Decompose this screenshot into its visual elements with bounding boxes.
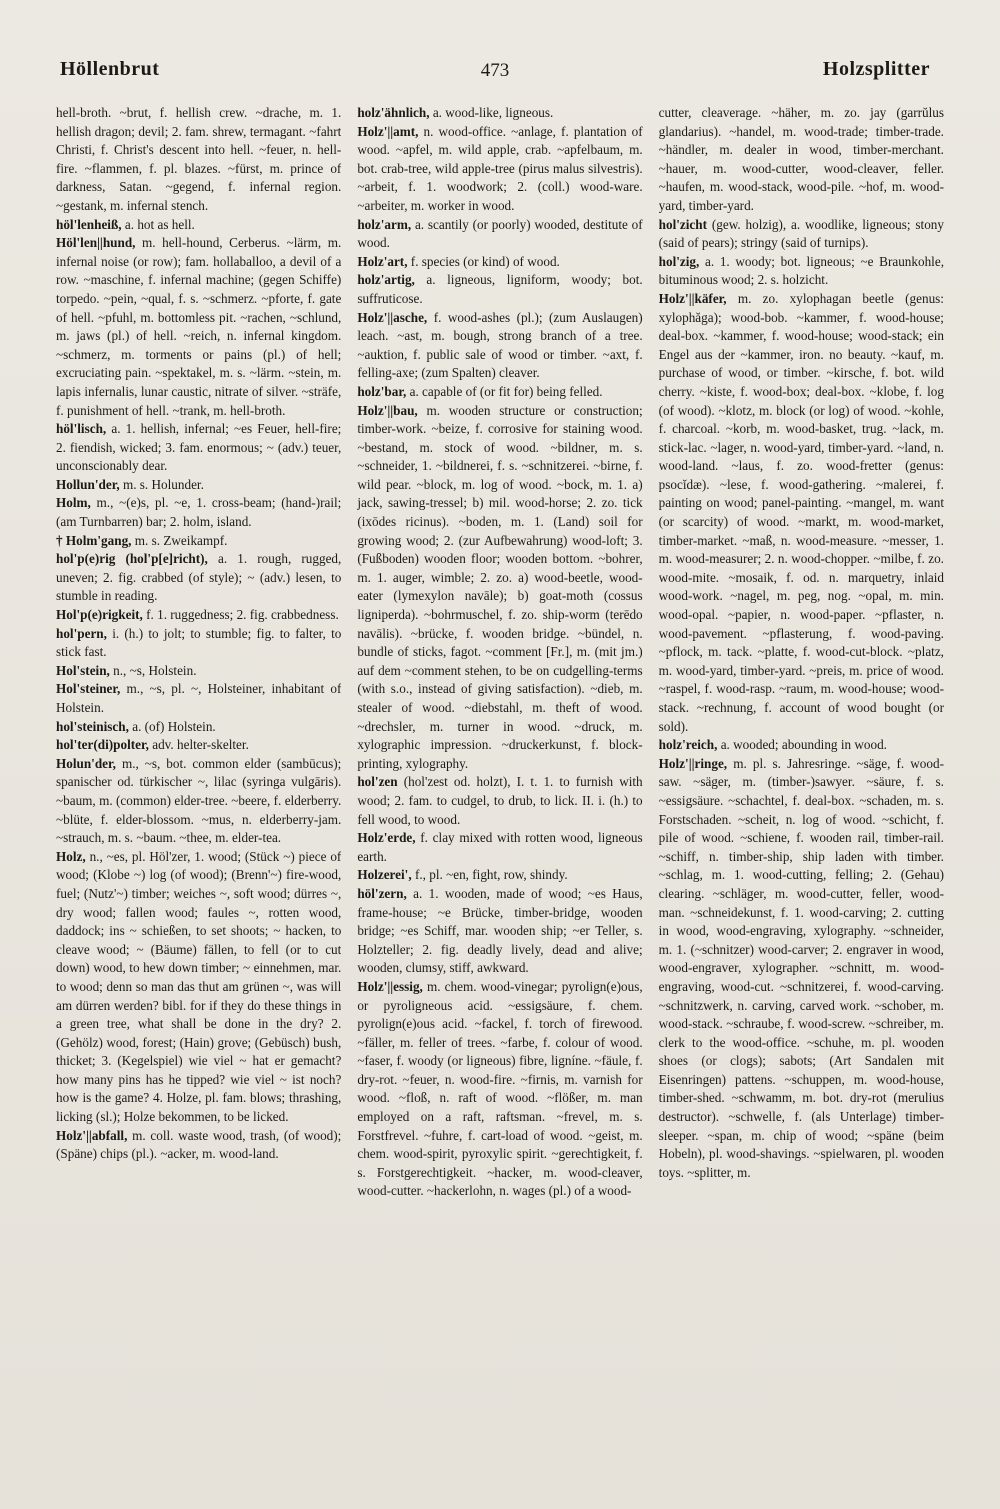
dictionary-entry: [357, 216, 642, 253]
entry-headword: Holz'||essig,: [357, 978, 423, 994]
header-first-word: Höllenbrut: [60, 58, 160, 80]
entry-headword: holz'reich,: [658, 737, 718, 753]
entry-headword: hol'zig,: [658, 253, 700, 269]
entry-headword: holz'artig,: [357, 272, 415, 288]
entry-definition: hell-broth. ~brut, f. hellish crew. ~drache, m. 1. hellish dragon; devil; 2. fam. shrew, termagant. ~fahrt Christi, f. Christ's descent into hell. ~feuer, n. hell-fire. ~flammen, f. pl. blazes. ~fürst, m. prince of darkness, Satan. ~gegend, f. infernal region. ~gestank, m. infernal stench.: [56, 105, 342, 213]
entry-definition: m., ~(e)s, pl. ~e, 1. cross-beam; (hand-)rail; (am Turnbarren) bar; 2. holm, island.: [56, 495, 342, 530]
entry-definition: f., pl. ~en, fight, row, shindy.: [414, 867, 568, 883]
entry-headword: Hol'steiner,: [56, 681, 121, 697]
entry-definition: m., ~s, bot. common elder (sambūcus); spanischer od. türkischer ~, lilac (syringa vulgāris). ~baum, m. (common) elder-tree. ~beere, f. elderberry. ~blüte, f. elder-blossom. ~mus, n. elderberry-jam. ~strauch, m. s. ~baum. ~thee, m. elder-tea.: [56, 755, 342, 846]
dictionary-entry: [56, 680, 341, 717]
column-left: [56, 104, 341, 1439]
entry-headword: Holz,: [56, 848, 86, 864]
entry-definition: a. hot as hell.: [124, 216, 195, 232]
entry-headword: hol'ter(di)polter,: [56, 737, 149, 753]
entry-headword: Hollun'der,: [56, 476, 120, 492]
dictionary-entry: [357, 123, 642, 216]
dictionary-entry: [56, 1127, 341, 1164]
entry-headword: Hol'p(e)rigkeit,: [56, 607, 143, 623]
entry-headword: holz'arm,: [357, 216, 412, 232]
entry-definition: m. chem. wood-vinegar; pyrolign(e)ous, or pyroligneous acid. ~essigsäure, f. chem. pyrolign(e)ous acid. ~fackel, f. torch of firewood. ~fäller, m. feller of trees. ~farbe, f. colour of wood. ~faser, f. woody (or ligneous) fibre, ligníne. ~fäule, f. dry-rot. ~feuer, n. wood-fire. ~firnis, m. varnish for wood. ~floß, n. raft of wood. ~flößer, m. man employed on a raft, raftsman. ~frevel, m. s. Forstfrevel. ~fuhre, f. cart-load of wood. ~geist, m. chem. wood-spirit, pyroxylic spirit. ~gerechtigkeit, f. s. Forstgerechtigkeit. ~hacker, m. wood-cleaver, wood-cutter. ~hackerlohn, n. wages (pl.) of a wood-: [357, 978, 643, 1199]
entry-definition: cutter, cleaverage. ~häher, m. zo. jay (garrŭlus glandarius). ~handel, m. wood-trade; timber-trade. ~händler, m. dealer in wood, timber-merchant. ~hauer, m. wood-cutter, wood-cleaver, feller. ~haufen, m. wood-stack, wood-pile. ~hof, m. wood-yard, timber-yard.: [658, 105, 944, 213]
entry-definition: n., ~s, Holstein.: [113, 662, 197, 678]
dictionary-entry: [56, 476, 341, 495]
entry-headword: Holz'||bau,: [357, 402, 418, 418]
dictionary-entry: [659, 736, 944, 755]
dictionary-entry: [357, 978, 642, 1201]
dictionary-entry: [56, 234, 341, 420]
entry-headword: hol'p(e)rig (hol'p[e]richt),: [56, 551, 208, 567]
page-number: 473: [480, 60, 510, 81]
entry-definition: m., ~s, pl. ~, Holsteiner, inhabitant of Holstein.: [56, 681, 342, 715]
dictionary-entry: [357, 773, 642, 829]
entry-definition: a. wooded; abounding in wood.: [720, 737, 887, 753]
dictionary-entry: [659, 755, 944, 1183]
entry-headword: Höl'len||hund,: [56, 235, 136, 251]
entry-definition: f. species (or kind) of wood.: [410, 253, 560, 269]
entry-headword: holz'bar,: [357, 383, 407, 399]
entry-headword: hol'zicht: [658, 216, 708, 232]
dictionary-entry: [357, 885, 642, 978]
dictionary-entry: [56, 216, 341, 235]
dictionary-entry: [357, 866, 642, 885]
entry-definition: i. (h.) to jolt; to stumble; fig. to falter, to stick fast.: [56, 625, 342, 660]
entry-definition: a. ligneous, ligniform, woody; bot. suffruticose.: [357, 272, 643, 306]
entry-headword: hol'zen: [357, 774, 398, 790]
entry-headword: Holm,: [56, 495, 91, 511]
entry-definition: (hol'zest od. holzt), I. t. 1. to furnish with wood; 2. fam. to cudgel, to drub, to lick. II. i. (h.) to fell wood, to wood.: [357, 774, 643, 827]
dictionary-entry: [56, 662, 341, 681]
entry-headword: hol'steinisch,: [56, 718, 129, 734]
entry-definition: a. 1. hellish, infernal; ~es Feuer, hell-fire; 2. fiendish, wicked; 3. fam. enormous; ~ (adv.) teuer, unconscionably dear.: [56, 421, 342, 474]
entry-definition: m. s. Holunder.: [122, 476, 204, 492]
dictionary-entry: [357, 829, 642, 866]
entry-headword: Holun'der,: [56, 755, 116, 771]
entry-headword: höl'lisch,: [56, 421, 107, 437]
dictionary-entry: [357, 309, 642, 383]
dictionary-entry: [56, 718, 341, 737]
entry-definition: a. 1. woody; bot. ligneous; ~e Braunkohle, bituminous wood; 2. s. holzicht.: [658, 253, 944, 288]
entry-definition: m. zo. xylophagan beetle (genus: xylophăga); wood-bob. ~kammer, f. wood-house; deal-box. ~kammer, f. wood-house; wood-stack; ein Engel aus der ~kammer, iron. no beauty. ~kauf, m. purchase of wood, or timber. ~kirsche, f. bot. wild cherry. ~kiste, f. wood-box; deal-box. ~klobe, f. log (of wood). ~klotz, m. block (or log) of wood. ~kohle, f. charcoal. ~korb, m. wood-basket, trug. ~lack, m. stick-lac. ~lager, n. wood-yard, timber-yard. ~land, n. wood-land. ~laus, f. zo. wood-fretter (genus: psocĭdæ). ~lese, f. wood-gathering. ~malerei, f. painting on wood; panel-painting. ~mangel, m. want (or scarcity) of wood. ~markt, m. wood-market, timber-market. ~maß, n. wood-measure. ~messer, 1. m. wood-measurer; 2. n. wood-chopper. ~milbe, f. zo. wood-mite. ~mosaik, f. od. n. marquetry, inlaid wood-work. ~nagel, m. peg, nog. ~opal, m. min. wood-opal. ~papier, n. wood-paper. ~pflaster, n. wood-pavement. ~pflasterung, f. wood-paving. ~pflock, m. tack. ~platte, f. wood-cut-block. ~platz, m. wood-yard, timber-yard. ~preis, m. price of wood. ~raspel, f. wood-rasp. ~raum, m. wood-house; wood-stack. ~rechnung, f. account of wood bought (or sold).: [658, 290, 944, 734]
entry-definition: n., ~es, pl. Höl'zer, 1. wood; (Stück ~) piece of wood; (Klobe ~) log (of wood); (Brenn'~) fire-wood, fuel; (Nutz'~) timber; weiches ~, soft wood; dürres ~, dry wood; fallen wood; faules ~, rotten wood, daddock; ins ~ schießen, to set shoots; ~ hacken, to cleave wood; ~ (Bäume) fällen, to fell (or to cut down) wood, to hew down timber; ~ einnehmen, mar. to wood; denn so man das thut am grünen ~, was will am dürren werden? bibl. for if they do these things in a green tree, what shall be done in the dry? 2. (Gehölz) wood, forest; (Hain) grove; (Gebüsch) bush, thicket; 3. (Kegelspiel) wie viel ~ hat er gemacht? how many pins has he tipped? wie viel ~ ist noch? how is the game? 4. Holze, pl. fam. blows; thrashing, licking (sl.); Holze bekommen, to be licked.: [56, 848, 342, 1125]
text-columns: [56, 104, 944, 1439]
entry-headword: Holz'erde,: [357, 830, 416, 846]
entry-definition: a. capable of (or fit for) being felled.: [409, 383, 603, 399]
column-middle: [357, 104, 642, 1439]
entry-definition: m. pl. s. Jahresringe. ~säge, f. wood-saw. ~säger, m. (timber-)sawyer. ~säure, f. s. ~essigsäure. ~schachtel, f. deal-box. ~schaden, m. s. Forstschaden. ~scheit, n. log of wood. ~schicht, f. pile of wood. ~schiene, f. wooden rail, timber-rail. ~schiff, n. timber-ship, ship laden with timber. ~schlag, m. 1. wood-cutting, felling; 2. (Gehau) clearing. ~schläger, m. wood-cutter, feller, wood-man. ~schneidekunst, f. 1. wood-carving; 2. cutting in wood, wood-engraving, xylography. ~schneider, m. 1. (~schnitzer) wood-carver; 2. engraver in wood, wood-engraver, xylographer. ~schnitt, m. wood-engraving, wood-cut. ~schnitzerei, f. wood-carving. ~schnitzwerk, n. carving, carved work. ~schober, m. wood-stack. ~schraube, f. wood-screw. ~schreiber, m. clerk to the wood-office. ~schuhe, m. pl. wooden shoes (or clogs); sabots; (Art Sandalen mit Eisenringen) pattens. ~schuppen, m. wood-house, timber-shed. ~schwamm, m. bot. dry-rot (merulius destructor). ~schwelle, f. (als Unterlage) timber-sleeper. ~span, m. chip of wood; ~späne (beim Hobeln), pl. wood-shavings. ~spielwaren, pl. wooden toys. ~splitter, m.: [658, 755, 944, 1180]
dictionary-entry: [56, 420, 341, 476]
dictionary-entry: [56, 532, 341, 551]
dictionary-entry: [659, 216, 944, 253]
entry-definition: adv. helter-skelter.: [152, 737, 249, 753]
entry-definition: a. wood-like, ligneous.: [432, 105, 554, 120]
dictionary-entry: [357, 104, 642, 123]
dictionary-entry: [659, 253, 944, 290]
dictionary-entry: [357, 253, 642, 272]
dictionary-entry: [56, 848, 341, 1127]
entry-headword: Holz'||abfall,: [56, 1127, 128, 1143]
dictionary-entry: [357, 271, 642, 308]
entry-definition: (gew. holzig), a. woodlike, ligneous; stony (said of pears); stringy (said of turnips).: [658, 216, 944, 251]
entry-definition: f. clay mixed with rotten wood, ligneous earth.: [357, 830, 643, 864]
dictionary-entry: [659, 104, 944, 216]
entry-definition: m. hell-hound, Cerberus. ~lärm, m. infernal noise (or row); fam. hollaballoo, a devil of a row. ~maschine, f. infernal machine; (gegen Schiffe) torpedo. ~pein, ~qual, f. s. ~schmerz. ~pforte, f. gate of hell. ~pfuhl, m. bottomless pit. ~rachen, ~schlund, m. jaws (pl.) of hell. ~reich, n. infernal kingdom. ~schmerz, m. torments or pains (pl.) of hell; excruciating pain. ~spektakel, m. s. ~lärm. ~stein, m. lapis infernalis, lunar caustic, nitrate of silver. ~sträfe, f. punishment of hell. ~trank, m. hell-broth.: [56, 235, 342, 418]
entry-headword: Holz'||amt,: [357, 123, 419, 139]
dictionary-entry: [56, 625, 341, 662]
entry-definition: m. s. Zweikampf.: [134, 532, 228, 548]
entry-headword: Hol'stein,: [56, 662, 110, 678]
entry-headword: Holz'||asche,: [357, 309, 428, 325]
entry-definition: a. 1. wooden, made of wood; ~es Haus, frame-house; ~e Brücke, timber-bridge, wooden bridge; ~es Schiff, mar. wooden ship; ~er Teller, s. Holzteller; 2. fig. deadly lively, dead and alive; wooden, clumsy, stiff, awkward.: [357, 885, 643, 976]
dictionary-entry: [357, 383, 642, 402]
dictionary-entry: [56, 606, 341, 625]
entry-definition: f. 1. ruggedness; 2. fig. crabbedness.: [146, 607, 339, 623]
dictionary-entry: [56, 550, 341, 606]
entry-headword: höl'lenheiß,: [56, 216, 122, 232]
entry-definition: a. scantily (or poorly) wooded, destitute of wood.: [357, 216, 643, 251]
dictionary-entry: [56, 736, 341, 755]
dictionary-entry: [659, 290, 944, 736]
entry-definition: m. wooden structure or construction; timber-work. ~beize, f. corrosive for staining wood. ~bestand, m. stock of wood. ~bildner, m. s. ~schneider, 1. ~bildnerei, f. s. ~schnitzerei. ~birne, f. wild pear. ~block, m. log of wood. ~bock, m. 1. a) jack, sawing-tressel; b) mil. wood-horse; 2. zo. tick (ixōdes ricinus). ~boden, m. 1. (Land) soil for growing wood; 2. (zur Aufbewahrung) wood-loft; 3. (Fußboden) wooden floor; wooden bottom. ~bohrer, m. 1. auger, wimble; 2. zo. a) wood-beetle, wood-eater (lymexylon navāle); b) goat-moth (cossus ligniperda). ~bohrmuschel, f. zo. ship-worm (terēdo navālis). ~brücke, f. wooden bridge. ~bündel, n. bundle of sticks, fagot. ~comment [Fr.], m. (mit jm.) auf dem ~comment stehen, to be on cudgelling-terms (with s.o., instead of giving satisfaction). ~dieb, m. stealer of wood. ~diebstahl, m. theft of wood. ~drechsler, m. turner in wood. ~druck, m. xylographic impression. ~druckerkunst, f. block-printing, xylography.: [357, 402, 643, 771]
entry-headword: Holz'||ringe,: [658, 755, 728, 771]
entry-definition: n. wood-office. ~anlage, f. plantation of wood. ~apfel, m. wild apple, crab. ~apfelbaum, m. bot. crab-tree, wild apple-tree (pirus malus silvestris). ~arbeit, f. 1. woodwork; 2. (coll.) wood-ware. ~arbeiter, m. worker in wood.: [357, 123, 643, 213]
header-last-word: Holzsplitter: [822, 58, 930, 80]
entry-definition: m. coll. waste wood, trash, (of wood); (Späne) chips (pl.). ~acker, m. wood-land.: [56, 1127, 342, 1162]
entry-definition: a. (of) Holstein.: [132, 718, 216, 734]
column-right: [659, 104, 944, 1439]
entry-definition: f. wood-ashes (pl.); (zum Auslaugen) leach. ~ast, m. bough, strong branch of a tree. ~auktion, f. public sale of wood or timber. ~axt, f. felling-axe; (zum Spalten) cleaver.: [357, 309, 643, 381]
dictionary-entry: [56, 755, 341, 848]
entry-headword: hol'pern,: [56, 625, 107, 641]
entry-headword: holz'ähnlich,: [357, 105, 430, 120]
dictionary-entry: [56, 494, 341, 531]
entry-definition: a. 1. rough, rugged, uneven; 2. fig. crabbed (of style); ~ (adv.) lesen, to stumble in reading.: [56, 551, 342, 604]
dictionary-entry: [357, 402, 642, 774]
entry-headword: Holzerei',: [357, 867, 412, 883]
running-header: [60, 58, 930, 92]
entry-headword: Holz'||käfer,: [658, 290, 727, 306]
entry-headword: † Holm'gang,: [56, 532, 132, 548]
entry-headword: höl'zern,: [357, 885, 407, 901]
entry-headword: Holz'art,: [357, 253, 408, 269]
dictionary-entry: [56, 104, 341, 216]
